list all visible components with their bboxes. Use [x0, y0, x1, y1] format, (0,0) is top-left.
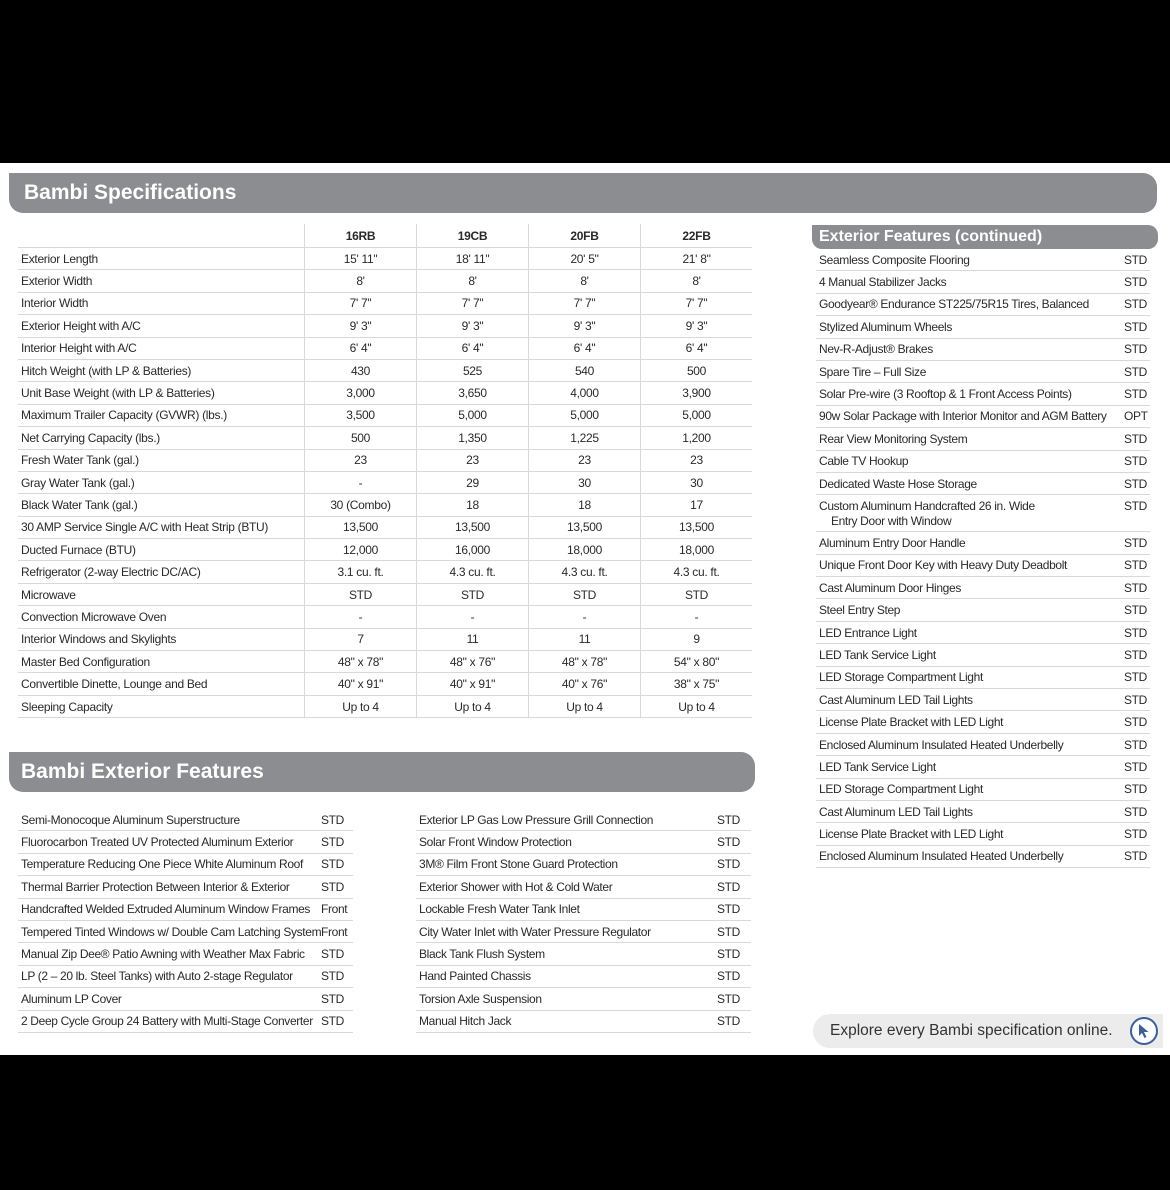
- feature-availability: STD: [717, 812, 740, 827]
- spec-value: 18: [528, 494, 640, 515]
- feature-availability: STD: [1124, 804, 1147, 819]
- spec-value: 18' 11": [416, 248, 528, 269]
- specifications-header-row: [18, 224, 752, 248]
- spec-row: [18, 584, 752, 606]
- feature-label: Tempered Tinted Windows w/ Double Cam Latching System: [21, 924, 321, 939]
- spec-label: Exterior Length: [21, 251, 98, 266]
- spec-value: -: [528, 606, 640, 627]
- spec-value: 6' 4": [528, 338, 640, 359]
- feature-availability: STD: [1124, 454, 1147, 469]
- spec-value: 40" x 76": [528, 673, 640, 694]
- feature-row: [816, 577, 1150, 599]
- spec-value: 7' 7": [304, 293, 416, 314]
- spec-value: 40" x 91": [416, 673, 528, 694]
- feature-row: [816, 361, 1150, 383]
- feature-availability: STD: [717, 902, 740, 917]
- spec-value: 13,500: [640, 517, 752, 538]
- spec-value: 23: [304, 450, 416, 471]
- feature-label: Custom Aluminum Handcrafted 26 in. Wide Entry Door with Window: [819, 499, 1035, 529]
- feature-row: [18, 809, 353, 831]
- feature-label: Black Tank Flush System: [419, 947, 545, 962]
- feature-label: Fluorocarbon Treated UV Protected Aluminum Exterior: [21, 835, 294, 850]
- feature-row: [816, 294, 1150, 316]
- spec-label: Exterior Height with A/C: [21, 318, 141, 333]
- spec-value: 9' 3": [640, 315, 752, 336]
- feature-availability: STD: [1124, 603, 1147, 618]
- exterior-continued-list: [816, 249, 1150, 868]
- spec-value: 9' 3": [528, 315, 640, 336]
- feature-availability: STD: [1124, 431, 1147, 446]
- feature-label: LP (2 – 20 lb. Steel Tanks) with Auto 2-stage Regulator: [21, 969, 293, 984]
- feature-label: Dedicated Waste Hose Storage: [819, 476, 977, 491]
- feature-label: Cast Aluminum Door Hinges: [819, 580, 961, 595]
- feature-availability: STD: [321, 835, 344, 850]
- feature-availability: STD: [321, 969, 344, 984]
- feature-label: Exterior LP Gas Low Pressure Grill Connection: [419, 812, 654, 827]
- feature-availability: STD: [717, 947, 740, 962]
- spec-value: 4,000: [528, 382, 640, 403]
- feature-label: Aluminum LP Cover: [21, 991, 122, 1006]
- feature-label: Cable TV Hookup: [819, 454, 909, 469]
- feature-row: [18, 854, 353, 876]
- exterior-continued-banner: [812, 225, 1158, 249]
- feature-row: [416, 876, 751, 898]
- spec-value: STD: [640, 584, 752, 605]
- feature-availability: Front: [321, 924, 348, 939]
- spec-row: [18, 427, 752, 449]
- spec-row: [18, 270, 752, 292]
- feature-row: [816, 644, 1150, 666]
- feature-row: [816, 316, 1150, 338]
- spec-value: 5,000: [528, 405, 640, 426]
- spec-value: 30: [528, 472, 640, 493]
- feature-label: Solar Pre-wire (3 Rooftop & 1 Front Access Points): [819, 387, 1072, 402]
- feature-availability: STD: [1124, 558, 1147, 573]
- spec-value: 7' 7": [528, 293, 640, 314]
- spec-row: [18, 450, 752, 472]
- spec-value: 23: [528, 450, 640, 471]
- feature-availability: STD: [1124, 297, 1147, 312]
- feature-row: [816, 711, 1150, 733]
- model-header: 16RB: [304, 224, 416, 247]
- feature-availability: STD: [1124, 827, 1147, 842]
- feature-row: [816, 383, 1150, 405]
- spec-label: Hitch Weight (with LP & Batteries): [21, 363, 192, 378]
- spec-label: Convertible Dinette, Lounge and Bed: [21, 677, 208, 692]
- feature-availability: STD: [717, 969, 740, 984]
- feature-row: [816, 823, 1150, 845]
- feature-row: [18, 988, 353, 1010]
- feature-availability: STD: [1124, 759, 1147, 774]
- feature-label: Manual Hitch Jack: [419, 1014, 512, 1029]
- spec-value: 13,500: [528, 517, 640, 538]
- feature-row: [816, 555, 1150, 577]
- spec-value: 18,000: [528, 539, 640, 560]
- spec-value: 11: [416, 629, 528, 650]
- feature-availability: STD: [1124, 476, 1147, 491]
- feature-label: Thermal Barrier Protection Between Interior & Exterior: [21, 879, 290, 894]
- feature-row: [18, 876, 353, 898]
- spec-value: 8': [304, 270, 416, 291]
- spec-value: 15' 11": [304, 248, 416, 269]
- spec-value: 7: [304, 629, 416, 650]
- feature-row: [816, 622, 1150, 644]
- feature-label: City Water Inlet with Water Pressure Regulator: [419, 924, 651, 939]
- spec-value: 3,500: [304, 405, 416, 426]
- spec-value: 40" x 91": [304, 673, 416, 694]
- spec-row: [18, 561, 752, 583]
- spec-row: [18, 494, 752, 516]
- spec-value: STD: [528, 584, 640, 605]
- feature-label: Torsion Axle Suspension: [419, 991, 542, 1006]
- feature-label: Semi-Monocoque Aluminum Superstructure: [21, 812, 240, 827]
- feature-row: [816, 406, 1150, 428]
- feature-row: [816, 473, 1150, 495]
- feature-label: Aluminum Entry Door Handle: [819, 535, 966, 550]
- feature-label: Nev-R-Adjust® Brakes: [819, 342, 933, 357]
- feature-availability: STD: [717, 924, 740, 939]
- feature-label: LED Tank Service Light: [819, 759, 936, 774]
- spec-value: 23: [416, 450, 528, 471]
- spec-row: [18, 405, 752, 427]
- spec-value: Up to 4: [304, 696, 416, 717]
- spec-row: [18, 673, 752, 695]
- feature-label: 90w Solar Package with Interior Monitor and AGM Battery: [819, 409, 1107, 424]
- spec-value: 18: [416, 494, 528, 515]
- spec-value: 16,000: [416, 539, 528, 560]
- explore-online-text: Explore every Bambi specification online.: [830, 1022, 1113, 1039]
- feature-availability: STD: [1124, 849, 1147, 864]
- feature-availability: Front: [321, 902, 348, 917]
- spec-row: [18, 472, 752, 494]
- spec-value: 54" x 80": [640, 651, 752, 672]
- feature-availability: STD: [1124, 364, 1147, 379]
- spec-value: 8': [416, 270, 528, 291]
- feature-availability: STD: [717, 835, 740, 850]
- spec-value: Up to 4: [640, 696, 752, 717]
- feature-availability: STD: [1124, 670, 1147, 685]
- feature-row: [816, 667, 1150, 689]
- spec-value: STD: [416, 584, 528, 605]
- spec-value: 12,000: [304, 539, 416, 560]
- spec-value: Up to 4: [416, 696, 528, 717]
- feature-label: Handcrafted Welded Extruded Aluminum Window Frames: [21, 902, 311, 917]
- feature-label: Enclosed Aluminum Insulated Heated Underbelly: [819, 737, 1064, 752]
- feature-row: [816, 428, 1150, 450]
- cursor-arrow-icon[interactable]: [1130, 1017, 1158, 1045]
- spec-row: [18, 651, 752, 673]
- spec-row: [18, 338, 752, 360]
- spec-label: Exterior Width: [21, 274, 93, 289]
- feature-availability: STD: [1124, 252, 1147, 267]
- feature-row: [416, 809, 751, 831]
- spec-value: 500: [304, 427, 416, 448]
- feature-label: 4 Manual Stabilizer Jacks: [819, 275, 947, 290]
- feature-availability: STD: [1124, 737, 1147, 752]
- spec-value: 1,225: [528, 427, 640, 448]
- model-header: 22FB: [640, 224, 752, 247]
- spec-row: [18, 248, 752, 270]
- feature-row: [816, 846, 1150, 868]
- spec-label: Microwave: [21, 587, 76, 602]
- spec-value: 18,000: [640, 539, 752, 560]
- feature-row: [416, 921, 751, 943]
- feature-row: [416, 988, 751, 1010]
- feature-row: [816, 689, 1150, 711]
- feature-label: 2 Deep Cycle Group 24 Battery with Multi-Stage Converter: [21, 1014, 313, 1029]
- exterior-features-banner: [9, 752, 755, 792]
- spec-value: 21' 8": [640, 248, 752, 269]
- feature-label: Seamless Composite Flooring: [819, 252, 970, 267]
- spec-sheet-page: [0, 163, 1170, 1055]
- spec-label: Convection Microwave Oven: [21, 609, 167, 624]
- model-header: 19CB: [416, 224, 528, 247]
- spec-value: 30: [640, 472, 752, 493]
- specifications-table: [18, 224, 752, 718]
- spec-value: 6' 4": [640, 338, 752, 359]
- feature-availability: STD: [1124, 647, 1147, 662]
- feature-label: Steel Entry Step: [819, 603, 901, 618]
- feature-availability: STD: [1124, 782, 1147, 797]
- feature-availability: STD: [1124, 580, 1147, 595]
- spec-value: 8': [528, 270, 640, 291]
- spec-value: 38" x 75": [640, 673, 752, 694]
- exterior-features-title: Bambi Exterior Features: [21, 760, 264, 783]
- spec-value: 525: [416, 360, 528, 381]
- feature-label: 3M® Film Front Stone Guard Protection: [419, 857, 618, 872]
- feature-label: Manual Zip Dee® Patio Awning with Weather Max Fabric: [21, 947, 305, 962]
- feature-label: LED Storage Compartment Light: [819, 670, 983, 685]
- spec-label: Ducted Furnace (BTU): [21, 542, 136, 557]
- spec-label: Black Water Tank (gal.): [21, 497, 138, 512]
- spec-value: 48" x 78": [304, 651, 416, 672]
- feature-label: LED Storage Compartment Light: [819, 782, 983, 797]
- spec-value: 29: [416, 472, 528, 493]
- feature-row: [816, 495, 1150, 532]
- feature-label: LED Tank Service Light: [819, 647, 936, 662]
- model-header: 20FB: [528, 224, 640, 247]
- spec-value: 5,000: [640, 405, 752, 426]
- spec-value: 17: [640, 494, 752, 515]
- spec-label: Net Carrying Capacity (lbs.): [21, 430, 160, 445]
- spec-row: [18, 382, 752, 404]
- feature-row: [416, 831, 751, 853]
- spec-value: -: [640, 606, 752, 627]
- spec-value: 9' 3": [416, 315, 528, 336]
- feature-label: Exterior Shower with Hot & Cold Water: [419, 879, 613, 894]
- spec-value: 3,650: [416, 382, 528, 403]
- feature-row: [416, 966, 751, 988]
- spec-value: 1,200: [640, 427, 752, 448]
- spec-row: [18, 539, 752, 561]
- spec-label: Gray Water Tank (gal.): [21, 475, 135, 490]
- feature-availability: STD: [1124, 342, 1147, 357]
- feature-row: [18, 1011, 353, 1033]
- spec-row: [18, 517, 752, 539]
- feature-availability: STD: [1124, 499, 1147, 514]
- feature-label: Hand Painted Chassis: [419, 969, 531, 984]
- spec-label: Interior Width: [21, 296, 89, 311]
- feature-availability: STD: [717, 1014, 740, 1029]
- feature-label: Rear View Monitoring System: [819, 431, 968, 446]
- spec-value: 48" x 76": [416, 651, 528, 672]
- feature-availability: STD: [717, 857, 740, 872]
- spec-value: 9' 3": [304, 315, 416, 336]
- spec-value: 13,500: [416, 517, 528, 538]
- spec-value: 13,500: [304, 517, 416, 538]
- spec-value: -: [416, 606, 528, 627]
- feature-row: [816, 249, 1150, 271]
- spec-value: 540: [528, 360, 640, 381]
- feature-label: Enclosed Aluminum Insulated Heated Underbelly: [819, 849, 1064, 864]
- spec-value: 11: [528, 629, 640, 650]
- feature-row: [416, 854, 751, 876]
- feature-label: Goodyear® Endurance ST225/75R15 Tires, Balanced: [819, 297, 1089, 312]
- spec-value: 4.3 cu. ft.: [528, 561, 640, 582]
- feature-label: LED Entrance Light: [819, 625, 917, 640]
- feature-row: [816, 339, 1150, 361]
- spec-row: [18, 606, 752, 628]
- feature-availability: STD: [1124, 387, 1147, 402]
- feature-availability: STD: [321, 947, 344, 962]
- feature-row: [18, 921, 353, 943]
- feature-availability: STD: [321, 879, 344, 894]
- feature-label: Lockable Fresh Water Tank Inlet: [419, 902, 580, 917]
- spec-value: 500: [640, 360, 752, 381]
- spec-value: 3,000: [304, 382, 416, 403]
- spec-label: Refrigerator (2-way Electric DC/AC): [21, 565, 201, 580]
- feature-label: Temperature Reducing One Piece White Aluminum Roof: [21, 857, 303, 872]
- feature-row: [416, 1011, 751, 1033]
- explore-online-link[interactable]: [813, 1014, 1163, 1048]
- spec-row: [18, 360, 752, 382]
- spec-value: 8': [640, 270, 752, 291]
- spec-value: 3.1 cu. ft.: [304, 561, 416, 582]
- spec-value: 5,000: [416, 405, 528, 426]
- spec-value: -: [304, 472, 416, 493]
- feature-availability: STD: [1124, 535, 1147, 550]
- feature-availability: STD: [1124, 692, 1147, 707]
- spec-label: Interior Height with A/C: [21, 341, 137, 356]
- specifications-banner: [9, 173, 1157, 213]
- feature-availability: STD: [717, 991, 740, 1006]
- spec-row: [18, 315, 752, 337]
- spec-value: Up to 4: [528, 696, 640, 717]
- spec-value: 48" x 78": [528, 651, 640, 672]
- feature-label: License Plate Bracket with LED Light: [819, 715, 1004, 730]
- feature-availability: STD: [321, 1014, 344, 1029]
- feature-row: [816, 756, 1150, 778]
- feature-availability: OPT: [1124, 409, 1148, 424]
- exterior-continued-title: Exterior Features (continued): [819, 228, 1043, 245]
- spec-value: 7' 7": [416, 293, 528, 314]
- spec-value: 4.3 cu. ft.: [640, 561, 752, 582]
- spec-row: [18, 629, 752, 651]
- spec-label: Master Bed Configuration: [21, 654, 150, 669]
- spec-row: [18, 696, 752, 718]
- spec-value: 9: [640, 629, 752, 650]
- exterior-features-left-list: [18, 809, 353, 1033]
- spec-label: Fresh Water Tank (gal.): [21, 453, 139, 468]
- feature-label: Solar Front Window Protection: [419, 835, 572, 850]
- spec-value: 20' 5": [528, 248, 640, 269]
- spec-value: -: [304, 606, 416, 627]
- feature-availability: STD: [321, 857, 344, 872]
- feature-row: [816, 599, 1150, 621]
- feature-label: Stylized Aluminum Wheels: [819, 319, 952, 334]
- feature-label: Cast Aluminum LED Tail Lights: [819, 804, 973, 819]
- spec-value: STD: [304, 584, 416, 605]
- exterior-features-middle-list: [416, 809, 751, 1033]
- feature-row: [816, 801, 1150, 823]
- feature-availability: STD: [1124, 715, 1147, 730]
- feature-row: [816, 451, 1150, 473]
- feature-row: [18, 831, 353, 853]
- feature-row: [416, 943, 751, 965]
- feature-availability: STD: [1124, 319, 1147, 334]
- spec-label: Sleeping Capacity: [21, 699, 113, 714]
- feature-availability: STD: [1124, 625, 1147, 640]
- feature-availability: STD: [321, 991, 344, 1006]
- specifications-title: Bambi Specifications: [24, 181, 237, 204]
- feature-availability: STD: [1124, 275, 1147, 290]
- feature-row: [18, 899, 353, 921]
- spec-value: 23: [640, 450, 752, 471]
- spec-row: [18, 293, 752, 315]
- feature-row: [816, 779, 1150, 801]
- spec-value: 4.3 cu. ft.: [416, 561, 528, 582]
- feature-label: Spare Tire – Full Size: [819, 364, 927, 379]
- feature-row: [816, 734, 1150, 756]
- feature-label: License Plate Bracket with LED Light: [819, 827, 1004, 842]
- spec-value: 7' 7": [640, 293, 752, 314]
- feature-label: Cast Aluminum LED Tail Lights: [819, 692, 973, 707]
- feature-row: [18, 943, 353, 965]
- feature-row: [816, 532, 1150, 554]
- feature-row: [416, 899, 751, 921]
- spec-value: 30 (Combo): [304, 494, 416, 515]
- spec-value: 1,350: [416, 427, 528, 448]
- spec-label: Interior Windows and Skylights: [21, 632, 177, 647]
- spec-value: 3,900: [640, 382, 752, 403]
- spec-value: 430: [304, 360, 416, 381]
- feature-label: Unique Front Door Key with Heavy Duty Deadbolt: [819, 558, 1068, 573]
- feature-row: [18, 966, 353, 988]
- spec-label: Unit Base Weight (with LP & Batteries): [21, 386, 215, 401]
- spec-value: 6' 4": [416, 338, 528, 359]
- spec-label: 30 AMP Service Single A/C with Heat Strip (BTU): [21, 520, 269, 535]
- feature-availability: STD: [321, 812, 344, 827]
- feature-row: [816, 271, 1150, 293]
- spec-value: 6' 4": [304, 338, 416, 359]
- spec-label: Maximum Trailer Capacity (GVWR) (lbs.): [21, 408, 227, 423]
- feature-availability: STD: [717, 879, 740, 894]
